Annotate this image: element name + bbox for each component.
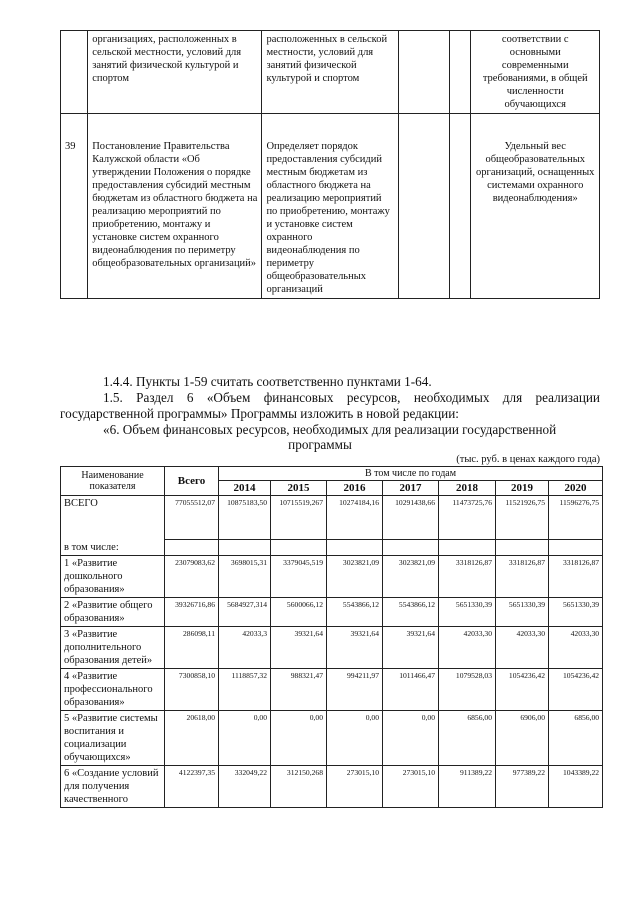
- row-value: 3023821,09: [327, 555, 383, 597]
- row-value: 39321,64: [271, 626, 327, 668]
- row-value: 5600066,12: [271, 597, 327, 626]
- table-cell: [398, 31, 449, 114]
- row-value: 1118857,32: [219, 668, 271, 710]
- row-value: 10274184,16: [327, 496, 383, 540]
- row-name: 3 «Развитие дополнительного образования детей»: [61, 626, 165, 668]
- row-name: ВСЕГО: [61, 496, 165, 540]
- row-total: 23079083,62: [165, 555, 219, 597]
- table-cell: [327, 540, 383, 556]
- units-note: (тыс. руб. в ценах каждого года): [456, 454, 600, 465]
- table-cell: [271, 540, 327, 556]
- table-cell: организациях, расположенных в сельской местности, условий для занятий физической культурой и спортом: [88, 31, 262, 114]
- row-value: 10875183,50: [219, 496, 271, 540]
- finance-table: [60, 466, 603, 808]
- row-number: 39: [61, 114, 88, 299]
- row-value: 977389,22: [496, 765, 549, 807]
- table-cell: [398, 114, 449, 299]
- row-total: 4122397,35: [165, 765, 219, 807]
- row-value: 1043389,22: [549, 765, 603, 807]
- table-cell: [439, 540, 496, 556]
- row-value: 273015,10: [327, 765, 383, 807]
- header-total: Всего: [165, 467, 219, 496]
- paragraph-1-5-line2: государственной программы» Программы изложить в новой редакции:: [60, 406, 459, 421]
- regulations-table: [60, 30, 600, 299]
- header-year: 2018: [439, 481, 496, 496]
- header-year: 2017: [383, 481, 439, 496]
- row-value: 10291438,66: [383, 496, 439, 540]
- row-total: 77055512,07: [165, 496, 219, 540]
- row-value: 994211,97: [327, 668, 383, 710]
- row-value: 6856,00: [549, 710, 603, 765]
- row-name: 6 «Создание условий для получения качественного: [61, 765, 165, 807]
- row-value: 1054236,42: [496, 668, 549, 710]
- table-row: [61, 710, 603, 765]
- header-years-group: В том числе по годам: [219, 467, 603, 481]
- row-total: 39326716,86: [165, 597, 219, 626]
- row-value: 5651330,39: [549, 597, 603, 626]
- row-value: 0,00: [219, 710, 271, 765]
- table-row: [61, 31, 600, 114]
- row-name: 5 «Развитие системы воспитания и социализации обучающихся»: [61, 710, 165, 765]
- table-cell: [549, 540, 603, 556]
- table-cell: [449, 114, 471, 299]
- table-cell: Определяет порядок предоставления субсидий местным бюджетам из областного бюджета на реализацию мероприятий по приобретению, монтажу и установке систем охранного видеонаблюдения по периметру общеобразовательных организаций: [262, 114, 398, 299]
- row-value: 42033,30: [439, 626, 496, 668]
- row-total: 7300858,10: [165, 668, 219, 710]
- row-value: 3318126,87: [549, 555, 603, 597]
- row-value: 5543866,12: [327, 597, 383, 626]
- header-year: 2020: [549, 481, 603, 496]
- row-value: 3318126,87: [439, 555, 496, 597]
- header-name: Наименование показателя: [61, 467, 165, 496]
- row-value: 988321,47: [271, 668, 327, 710]
- row-value: 273015,10: [383, 765, 439, 807]
- row-value: 1054236,42: [549, 668, 603, 710]
- table-cell: Удельный вес общеобразовательных организаций, оснащенных системами охранного видеонаблюдения»: [471, 114, 600, 299]
- row-value: 1079528,03: [439, 668, 496, 710]
- row-value: 11521926,75: [496, 496, 549, 540]
- table-cell: [383, 540, 439, 556]
- row-value: 39321,64: [327, 626, 383, 668]
- row-value: 42033,30: [496, 626, 549, 668]
- row-value: 42033,3: [219, 626, 271, 668]
- table-row: [61, 668, 603, 710]
- row-name: 4 «Развитие профессионального образования»: [61, 668, 165, 710]
- table-row: [61, 114, 600, 299]
- row-value: 5651330,39: [496, 597, 549, 626]
- header-year: 2015: [271, 481, 327, 496]
- row-value: 42033,30: [549, 626, 603, 668]
- table-header-row: [61, 467, 603, 481]
- table-cell: [219, 540, 271, 556]
- row-value: 10715519,267: [271, 496, 327, 540]
- table-row: [61, 765, 603, 807]
- row-value: 39321,64: [383, 626, 439, 668]
- row-value: 11596276,75: [549, 496, 603, 540]
- row-value: 6906,00: [496, 710, 549, 765]
- table-row: [61, 597, 603, 626]
- row-value: 11473725,76: [439, 496, 496, 540]
- table-cell: соответствии с основными современными требованиями, в общей численности обучающихся: [471, 31, 600, 114]
- header-year: 2019: [496, 481, 549, 496]
- row-value: 5543866,12: [383, 597, 439, 626]
- row-value: 312150,268: [271, 765, 327, 807]
- row-value: 3023821,09: [383, 555, 439, 597]
- row-value: 3698015,31: [219, 555, 271, 597]
- row-total: 20618,00: [165, 710, 219, 765]
- table-row: [61, 540, 603, 556]
- table-row: [61, 555, 603, 597]
- row-value: 0,00: [271, 710, 327, 765]
- paragraph-1-5-line1: 1.5. Раздел 6 «Объем финансовых ресурсов, необходимых для реализации: [103, 390, 600, 405]
- row-value: 5684927,314: [219, 597, 271, 626]
- row-value: 911389,22: [439, 765, 496, 807]
- table-cell: [496, 540, 549, 556]
- table-row: [61, 626, 603, 668]
- section-title-line1: «6. Объем финансовых ресурсов, необходимых для реализации государственной: [103, 422, 557, 437]
- row-total: 286098,11: [165, 626, 219, 668]
- header-year: 2016: [327, 481, 383, 496]
- row-value: 6856,00: [439, 710, 496, 765]
- row-value: 1011466,47: [383, 668, 439, 710]
- row-value: 0,00: [327, 710, 383, 765]
- row-value: 3379045,519: [271, 555, 327, 597]
- row-name: в том числе:: [61, 540, 165, 556]
- row-value: 5651330,39: [439, 597, 496, 626]
- table-cell: [61, 31, 88, 114]
- row-name: 2 «Развитие общего образования»: [61, 597, 165, 626]
- table-cell: Постановление Правительства Калужской области «Об утверждении Положения о порядке предоставления субсидий местным бюджетам из областного бюджета на реализацию мероприятий по приобретению, монтажу и установке систем охранного видеонаблюдения по периметру общеобразовательных организаций»: [88, 114, 262, 299]
- table-cell: расположенных в сельской местности, условий для занятий физической культурой и спортом: [262, 31, 398, 114]
- row-value: 0,00: [383, 710, 439, 765]
- table-cell: [165, 540, 219, 556]
- row-value: 332049,22: [219, 765, 271, 807]
- row-value: 3318126,87: [496, 555, 549, 597]
- header-year: 2014: [219, 481, 271, 496]
- row-name: 1 «Развитие дошкольного образования»: [61, 555, 165, 597]
- table-row: [61, 496, 603, 540]
- section-title-line2: программы: [288, 437, 352, 452]
- paragraph-1-4-4: 1.4.4. Пункты 1-59 считать соответственно пунктами 1-64.: [103, 374, 432, 389]
- table-cell: [449, 31, 471, 114]
